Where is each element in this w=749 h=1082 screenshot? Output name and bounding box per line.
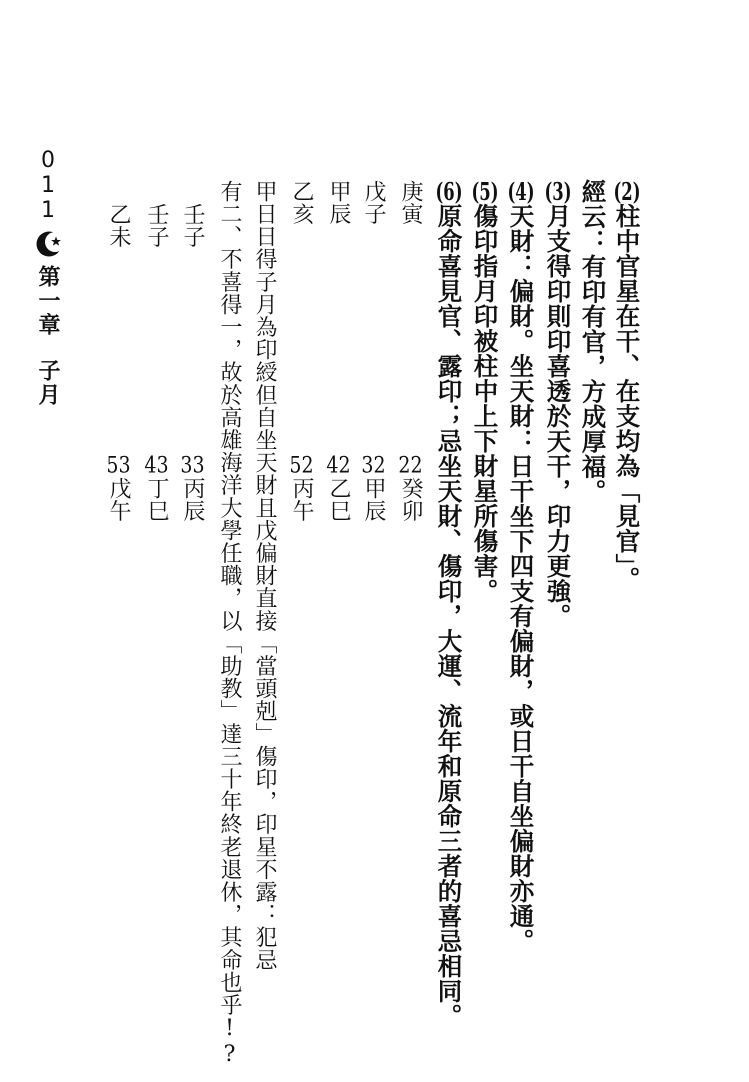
chart-pillar: 乙亥: [289, 180, 314, 226]
luck-pillar: [181, 455, 203, 522]
chart-pillar: 壬子: [144, 203, 169, 249]
rule-number: (2): [613, 179, 641, 204]
crescent-moon-icon: [34, 228, 66, 260]
rule-item: [506, 179, 536, 954]
commentary-line: 甲日日得子月為印綬但自坐天財且戊偏財直接「當頭剋」傷印，印星不露：犯忌: [252, 180, 277, 971]
rule-number: (6): [435, 179, 463, 204]
luck-stem-branch: 乙巳: [326, 477, 351, 523]
luck-pillar: [399, 455, 421, 522]
chart-pillar: 庚寅: [398, 180, 423, 226]
page-number-digit: 1: [41, 173, 55, 198]
chart-pillar: 甲辰: [326, 180, 351, 226]
luck-stem-branch: 癸卯: [398, 477, 423, 523]
chapter-title: 第一章: [35, 265, 61, 337]
luck-age: 33: [180, 455, 205, 477]
luck-pillar: [327, 455, 349, 522]
luck-age: 32: [361, 455, 386, 477]
luck-age: 43: [144, 455, 169, 477]
rule-text: 經云：有印有官，方成厚福。: [578, 179, 608, 504]
rule-number: (5): [471, 179, 499, 204]
luck-pillar: [290, 455, 312, 522]
luck-stem-branch: 丙午: [289, 477, 314, 523]
luck-stem-branch: 丁巳: [144, 477, 169, 523]
luck-pillar: [145, 455, 167, 522]
page-number-digit: 1: [41, 198, 55, 223]
rule-text: 傷印指月印被柱中上下財星所傷害。: [470, 203, 500, 604]
luck-stem-branch: 甲辰: [361, 477, 386, 523]
chart-pillar: 戊子: [361, 180, 386, 226]
luck-age: 22: [398, 455, 423, 477]
rule-number: (4): [507, 179, 535, 204]
rule-text: 柱中官星在干、在支均為「見官」。: [612, 203, 642, 592]
luck-stem-branch: 戊午: [106, 477, 131, 523]
rule-item: [578, 179, 608, 504]
rule-item: [612, 179, 642, 592]
luck-age: 42: [326, 455, 351, 477]
chapter-heading: [37, 265, 59, 407]
rule-text: 月支得印則印喜透於天干，印力更強。: [543, 203, 573, 629]
page-number-digit: 0: [41, 148, 55, 173]
rule-text: 天財：偏財。坐天財：日干坐下四支有偏財，或日干自坐偏財亦通。: [506, 203, 536, 954]
luck-pillar: [107, 455, 129, 522]
chart-pillar: 壬子: [180, 203, 205, 249]
rule-item: [470, 179, 500, 604]
luck-age: 52: [289, 455, 314, 477]
rule-number: (3): [544, 179, 572, 204]
rule-text: 原命喜見官、露印；忌坐天財、傷印，大運、流年和原命三者的喜忌相同。: [434, 203, 464, 1029]
luck-pillar: [362, 455, 384, 522]
rule-item: [434, 179, 464, 1029]
chart-pillar: 乙未: [106, 203, 131, 249]
commentary-line: 有二、不喜得一，故於高雄海洋大學任職，以「助教」達三十年終老退休，其命也乎!?: [217, 180, 242, 1068]
luck-stem-branch: 丙辰: [180, 477, 205, 523]
chapter-subject: 子月: [35, 359, 61, 407]
luck-age: 53: [106, 455, 131, 477]
rule-item: [543, 179, 573, 629]
